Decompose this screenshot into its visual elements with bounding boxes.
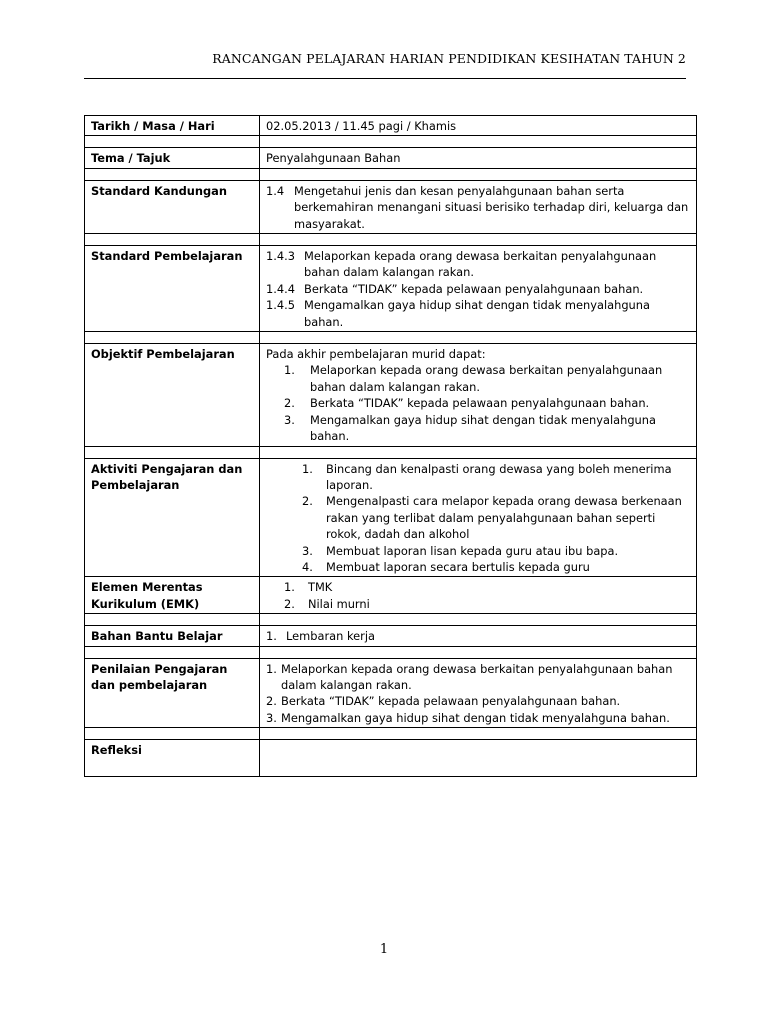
row-tarikh xyxy=(85,116,697,136)
value-objektif xyxy=(260,344,697,446)
row-emk xyxy=(85,577,697,614)
list-item: 1. Melaporkan kepada orang dewasa berkaitan penyalahgunaan bahan dalam kalangan rakan. xyxy=(284,363,663,394)
value-tarikh: 02.05.2013 / 11.45 pagi / Khamis xyxy=(260,116,697,136)
list-item: 3. Membuat laporan lisan kepada guru atau ibu bapa. xyxy=(302,543,619,558)
list-item: 4. Membuat laporan secara bertulis kepada guru xyxy=(302,559,590,574)
label-standard-kandungan: Standard Kandungan xyxy=(85,180,260,233)
list-item: 1. Bincang dan kenalpasti orang dewasa yang boleh menerima laporan. xyxy=(302,461,672,492)
document-title: RANCANGAN PELAJARAN HARIAN PENDIDIKAN KESIHATAN TAHUN 2 xyxy=(212,51,686,66)
list-item: 1.4.4 Berkata “TIDAK” kepada pelawaan penyalahgunaan bahan. xyxy=(266,281,644,296)
lesson-plan-table xyxy=(84,115,697,777)
list-item: 1.4 Mengetahui jenis dan kesan penyalahgunaan bahan serta berkemahiran menangani situasi berisiko terhadap diri, keluarga dan masyarakat. xyxy=(266,183,689,231)
list-item: 2. Berkata “TIDAK” kepada pelawaan penyalahgunaan bahan. xyxy=(266,694,621,709)
row-standard-pembelajaran xyxy=(85,246,697,332)
value-tema: Penyalahgunaan Bahan xyxy=(260,148,697,168)
value-penilaian xyxy=(260,658,697,728)
row-refleksi xyxy=(85,740,697,777)
label-emk: Elemen Merentas Kurikulum (EMK) xyxy=(85,577,260,614)
spacer-row xyxy=(85,168,697,180)
page-number: 1 xyxy=(379,942,389,957)
label-tarikh: Tarikh / Masa / Hari xyxy=(85,116,260,136)
spacer-row xyxy=(85,728,697,740)
value-standard-kandungan xyxy=(260,180,697,233)
list-item: 1. Melaporkan kepada orang dewasa berkaitan penyalahgunaan bahan dalam kalangan rakan. xyxy=(266,661,673,692)
spacer-row xyxy=(85,234,697,246)
header-rule xyxy=(84,78,686,79)
label-penilaian: Penilaian Pengajaran dan pembelajaran xyxy=(85,658,260,728)
row-objektif xyxy=(85,344,697,446)
spacer-row xyxy=(85,646,697,658)
label-objektif: Objektif Pembelajaran xyxy=(85,344,260,446)
row-tema xyxy=(85,148,697,168)
list-item: 1.4.5 Mengamalkan gaya hidup sihat dengan tidak menyalahguna bahan. xyxy=(266,298,650,329)
row-aktiviti xyxy=(85,458,697,577)
row-penilaian xyxy=(85,658,697,728)
value-aktiviti xyxy=(260,458,697,577)
objektif-intro: Pada akhir pembelajaran murid dapat: xyxy=(266,347,486,362)
row-bahan xyxy=(85,626,697,646)
value-bahan xyxy=(260,626,697,646)
spacer-row xyxy=(85,332,697,344)
list-item: 2. Berkata “TIDAK” kepada pelawaan penyalahgunaan bahan. xyxy=(284,396,650,411)
value-emk xyxy=(260,577,697,614)
label-bahan: Bahan Bantu Belajar xyxy=(85,626,260,646)
spacer-row xyxy=(85,614,697,626)
value-standard-pembelajaran xyxy=(260,246,697,332)
label-tema: Tema / Tajuk xyxy=(85,148,260,168)
list-item: 3. Mengamalkan gaya hidup sihat dengan tidak menyalahguna bahan. xyxy=(284,412,656,444)
list-item: 3. Mengamalkan gaya hidup sihat dengan tidak menyalahguna bahan. xyxy=(266,710,670,725)
list-item: 1. TMK xyxy=(284,580,333,595)
row-standard-kandungan xyxy=(85,180,697,233)
list-item: 2. Nilai murni xyxy=(284,596,370,611)
value-refleksi xyxy=(260,740,697,777)
list-item: 2. Mengenalpasti cara melapor kepada orang dewasa berkenaan rakan yang terlibat dalam penyalahgunaan bahan seperti rokok, dadah dan alkohol xyxy=(302,494,682,542)
list-item: 1. Lembaran kerja xyxy=(266,629,375,644)
label-refleksi: Refleksi xyxy=(85,740,260,777)
label-standard-pembelajaran: Standard Pembelajaran xyxy=(85,246,260,332)
spacer-row xyxy=(85,446,697,458)
list-item: 1.4.3 Melaporkan kepada orang dewasa berkaitan penyalahgunaan bahan dalam kalangan rakan. xyxy=(266,249,657,280)
label-aktiviti: Aktiviti Pengajaran dan Pembelajaran xyxy=(85,458,260,577)
spacer-row xyxy=(85,136,697,148)
